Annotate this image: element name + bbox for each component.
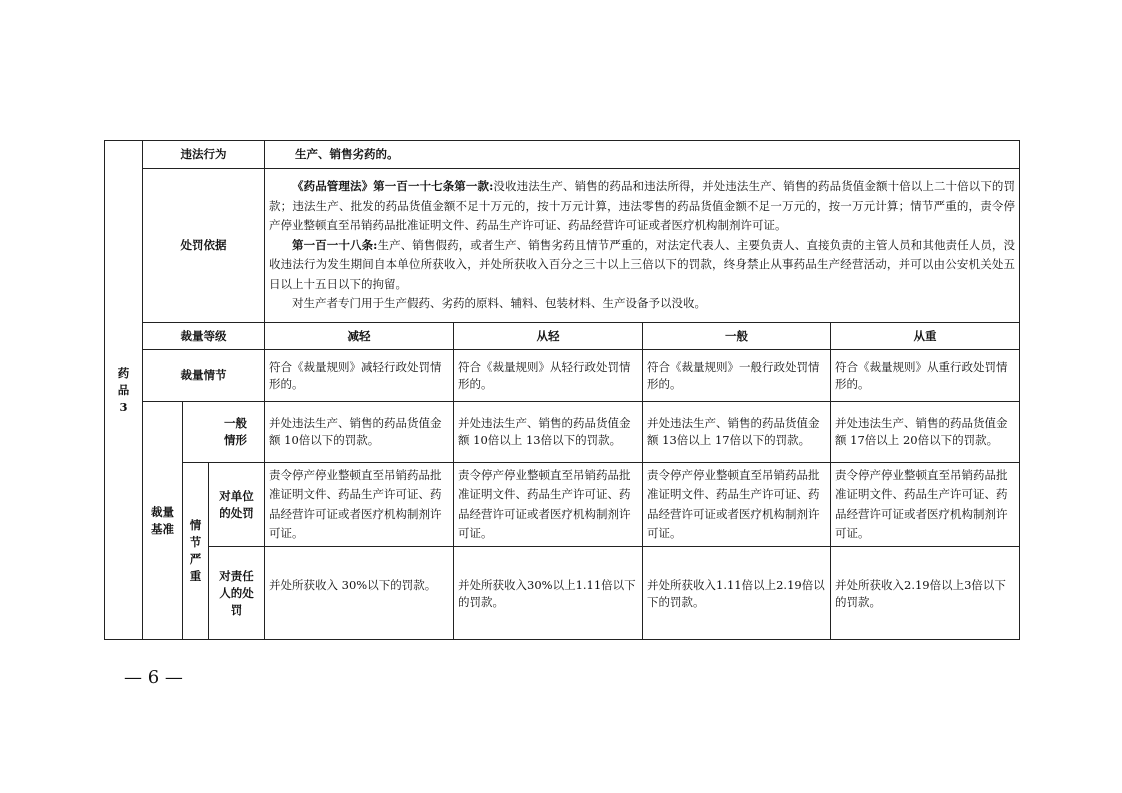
person-penalty-label-line-2: 人的处	[219, 585, 254, 600]
basis-p1-body: 没收违法生产、销售的药品和违法所得，并处违法生产、销售的药品货值金额十倍以上二十倍以下的罚款；违法生产、批发的药品货值金额不足十万元的，按十万元计算，违法零售的药品货值金额不足一万元的，按一万元计算；情节严重的，责令停产停业整顿直至吊销药品批准证明文件、药品生产许可证、药品经营许可证或者医疗机构制剂许可证。	[269, 179, 1016, 233]
level-lenient: 从轻	[454, 323, 643, 350]
circumstance-cell: 符合《裁量规则》从重行政处罚情形的。	[831, 350, 1020, 402]
benchmark-label-line-1: 裁量	[151, 504, 174, 519]
level-general: 一般	[643, 323, 831, 350]
person-penalty-label	[209, 547, 265, 640]
level-severe: 从重	[831, 323, 1020, 350]
level-mitigated: 减轻	[265, 323, 454, 350]
violation-label: 违法行为	[143, 141, 265, 169]
category-char-1: 药	[117, 365, 130, 380]
circumstance-cell: 符合《裁量规则》从轻行政处罚情形的。	[454, 350, 643, 402]
circumstance-cell: 符合《裁量规则》减轻行政处罚情形的。	[265, 350, 454, 402]
person-penalty-label-line-1: 对责任	[219, 568, 254, 583]
unit-penalty-cell: 责令停产停业整顿直至吊销药品批准证明文件、药品生产许可证、药品经营许可证或者医疗机构制剂许可证。	[265, 463, 454, 547]
person-penalty-cell: 并处所获收入30%以上1.11倍以下的罚款。	[454, 547, 643, 640]
levels-label: 裁量等级	[143, 323, 265, 350]
page-number: — 6 —	[124, 667, 183, 688]
category-cell	[105, 141, 143, 640]
basis-text	[265, 169, 1020, 323]
serious-label	[183, 463, 209, 640]
person-penalty-cell: 并处所获收入 30%以下的罚款。	[265, 547, 454, 640]
unit-penalty-cell: 责令停产停业整顿直至吊销药品批准证明文件、药品生产许可证、药品经营许可证或者医疗机构制剂许可证。	[831, 463, 1020, 547]
violation-value: 生产、销售劣药的。	[265, 141, 1020, 169]
category-char-3: 3	[119, 399, 128, 414]
general-benchmark-cell: 并处违法生产、销售的药品货值金额 10倍以上 13倍以下的罚款。	[454, 402, 643, 463]
basis-paragraph-3	[269, 294, 1015, 314]
benchmark-label	[143, 402, 183, 640]
basis-label: 处罚依据	[143, 169, 265, 323]
serious-char-1: 情	[189, 518, 202, 532]
person-penalty-cell: 并处所获收入1.11倍以上2.19倍以下的罚款。	[643, 547, 831, 640]
category-char-2: 品	[117, 382, 130, 397]
circumstances-label: 裁量情节	[143, 350, 265, 402]
penalty-table	[104, 140, 1020, 640]
unit-penalty-cell: 责令停产停业整顿直至吊销药品批准证明文件、药品生产许可证、药品经营许可证或者医疗机构制剂许可证。	[454, 463, 643, 547]
general-label-line-1: 一般	[224, 416, 247, 430]
unit-penalty-label-line-1: 对单位	[219, 488, 254, 503]
general-benchmark-cell: 并处违法生产、销售的药品货值金额 10倍以下的罚款。	[265, 402, 454, 463]
general-label-line-2: 情形	[224, 433, 247, 447]
basis-p3-body: 对生产者专门用于生产假药、劣药的原料、辅料、包装材料、生产设备予以没收。	[292, 296, 707, 311]
basis-paragraph-1	[269, 177, 1015, 236]
basis-paragraph-2	[269, 236, 1015, 295]
general-benchmark-cell: 并处违法生产、销售的药品货值金额 17倍以上 20倍以下的罚款。	[831, 402, 1020, 463]
person-penalty-label-line-3: 罚	[230, 602, 243, 617]
unit-penalty-cell: 责令停产停业整顿直至吊销药品批准证明文件、药品生产许可证、药品经营许可证或者医疗机构制剂许可证。	[643, 463, 831, 547]
circumstance-cell: 符合《裁量规则》一般行政处罚情形的。	[643, 350, 831, 402]
unit-penalty-label	[209, 463, 265, 547]
general-label	[183, 402, 265, 463]
benchmark-label-line-2: 基准	[151, 521, 174, 536]
person-penalty-cell: 并处所获收入2.19倍以上3倍以下的罚款。	[831, 547, 1020, 640]
serious-char-3: 严	[189, 552, 202, 566]
basis-p2-body: 生产、销售假药，或者生产、销售劣药且情节严重的，对法定代表人、主要负责人、直接负责的主管人员和其他责任人员，没收违法行为发生期间自本单位所获收入，并处所获收入百分之三十以上三倍以下的罚款，终身禁止从事药品生产经营活动，并可以由公安机关处五日以上十五日以下的拘留。	[269, 237, 1016, 291]
serious-char-2: 节	[189, 535, 202, 549]
basis-p2-title: 第一百一十八条:	[292, 237, 378, 252]
serious-char-4: 重	[189, 569, 202, 583]
unit-penalty-label-line-2: 的处罚	[219, 505, 254, 520]
basis-p1-title: 《药品管理法》第一百一十七条第一款:	[292, 179, 494, 194]
general-benchmark-cell: 并处违法生产、销售的药品货值金额 13倍以上 17倍以下的罚款。	[643, 402, 831, 463]
